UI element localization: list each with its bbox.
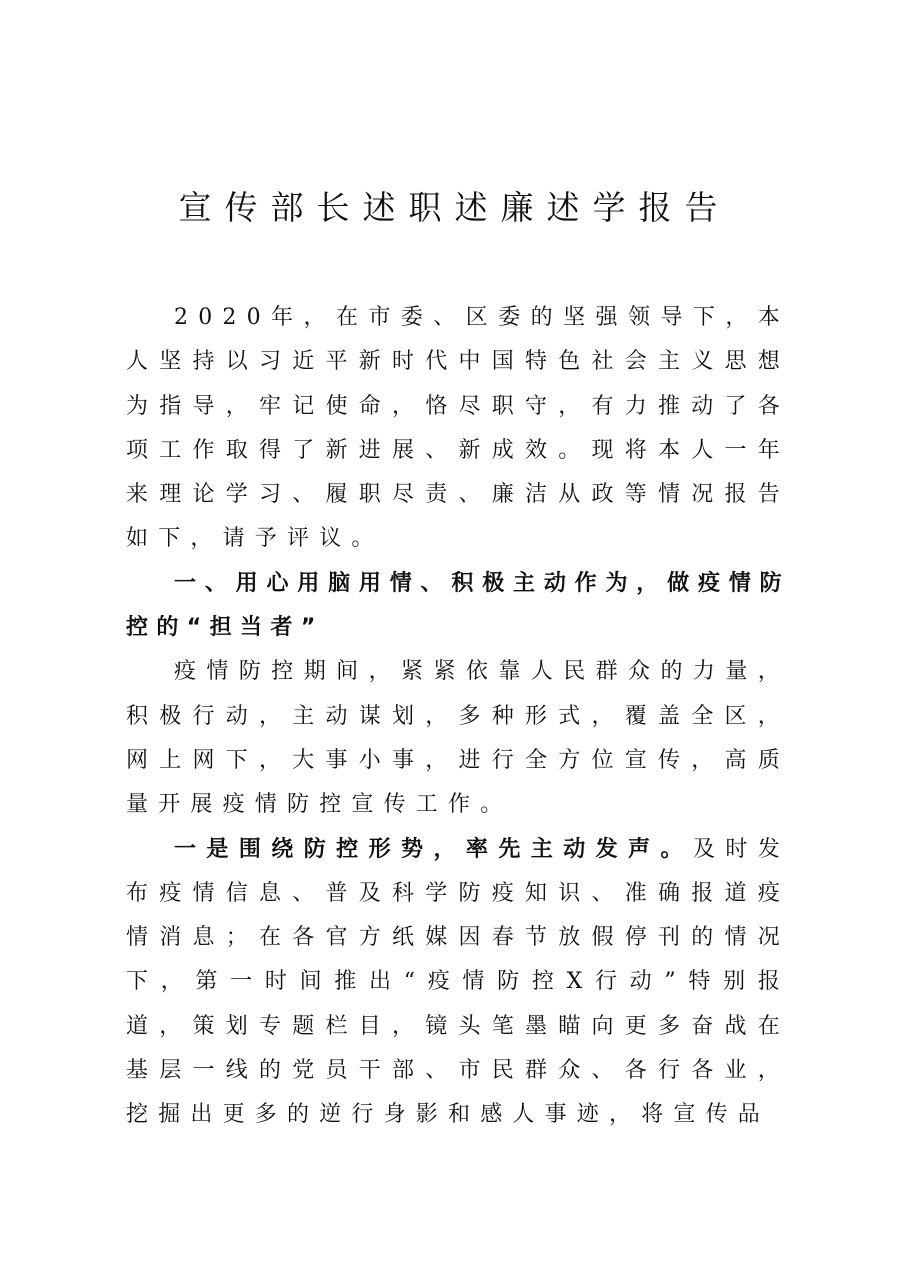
- paragraph-first-point-body: 及时发布疫情信息、普及科学防疫知识、准确报道疫情消息；在各官方纸媒因春节放假停刊的情况下，第一时间推出“疫情防控X行动”特别报道，策划专题栏目，镜头笔墨瞄向更多奋战在基层一线的党员干部、市民群众、各行各业，挖掘出更多的逆行身影和感人事迹，将宣传品: [126, 836, 791, 1128]
- paragraph-first-point: [126, 828, 790, 1138]
- paragraph-first-point-lead: 一是围绕防控形势，率先主动发声。: [174, 836, 693, 862]
- document-title: 宣传部长述职述廉述学报告: [178, 188, 731, 227]
- document-body: [126, 296, 790, 1138]
- paragraph-intro: 2020年，在市委、区委的坚强领导下，本人坚持以习近平新时代中国特色社会主义思想为指导，牢记使命，恪尽职守，有力推动了各项工作取得了新进展、新成效。现将本人一年来理论学习、履职尽责、廉洁从政等情况报告如下，请予评议。: [126, 305, 790, 552]
- paragraph-epidemic-overview: 疫情防控期间，紧紧依靠人民群众的力量，积极行动，主动谋划，多种形式，覆盖全区，网上网下，大事小事，进行全方位宣传，高质量开展疫情防控宣传工作。: [126, 659, 790, 818]
- section-heading-1: 一、用心用脑用情、积极主动作为，做疫情防控的“担当者”: [126, 570, 790, 641]
